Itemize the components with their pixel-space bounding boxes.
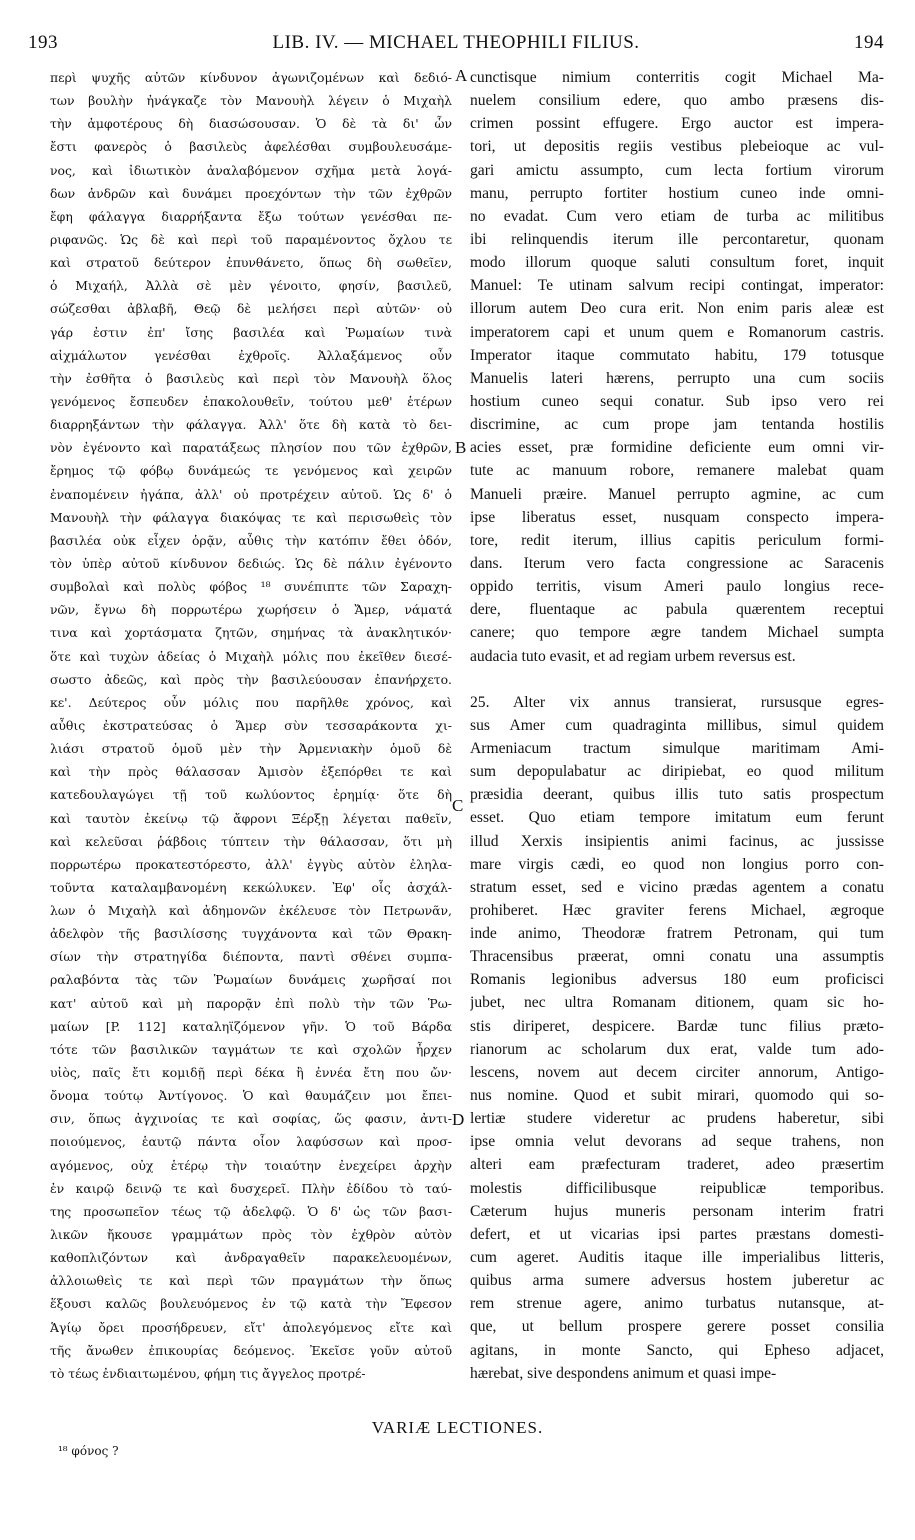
latin-text-line: jubet, nec ultra Romanam ditionem, quam sic ho- — [470, 994, 884, 1012]
greek-text-line: γάρ ἐστιν ἐπ' ἴσης βασιλέα καὶ Ῥωμαίων τινὰ — [50, 324, 452, 340]
latin-text-line: quibus arma sumere adversus hostem juberetur ac — [470, 1272, 884, 1290]
greek-text-line: των βουλὴν ἠνάγκαζε τὸν Μανουὴλ λέγειν ὁ Μιχαὴλ — [50, 93, 452, 109]
latin-text-line: rem strenue agere, animo turbatus nutansque, at- — [470, 1295, 884, 1313]
greek-text-line: κατ' αὐτοῦ καὶ μὴ παρορᾷν ἐπὶ πολὺ τὴν τῶν Ῥω- — [50, 995, 452, 1011]
latin-text-line: prohiberet. Hæc graviter ferens Michael, ægroque — [470, 901, 884, 919]
latin-text-line: dere, fluentaque ac pabula quærentem receptui — [470, 601, 884, 619]
greek-text-line: της προσωπεῖον τέως τῷ ἀδελφῷ. Ὁ δ' ὡς τῶν βασι- — [50, 1203, 452, 1219]
latin-text-line: ibi relinquendis iterum ille percontaretur, quonam — [470, 230, 884, 248]
latin-text-line: agitans, in monte Sancto, qui Epheso adjacet, — [470, 1341, 884, 1359]
latin-text-line: dans. Iterum vero facta congressione ac Saracenis — [470, 554, 884, 572]
greek-text-line: ποιούμενος, ἑαυτῷ πάντα οἷον λαφύσσων καὶ προσ- — [50, 1134, 452, 1150]
greek-text-line: ριφανῶς. Ὡς δὲ καὶ περὶ τοῦ παραμένοντος ὄχλου τε — [50, 231, 452, 247]
greek-text-line: νὸν ἐγένοντο καὶ παρατάξεως πλησίον που τῶν ἐχθρῶν, — [50, 440, 452, 456]
latin-text-line: cum ageret. Auditis itaque ille imperialibus litteris, — [470, 1249, 884, 1267]
latin-text-line: sum depopulabatur ac diripiebat, eo quod militum — [470, 763, 884, 781]
latin-text-line: cunctisque nimium conterritis cogit Michael Ma- — [470, 69, 884, 86]
greek-text-line: ἀλλοιωθεὶς τε καὶ περὶ τῶν πραγμάτων τὴν ὅπως — [50, 1273, 452, 1289]
greek-text-line: Ἁγίῳ ὄρει προσήδρευεν, εἴτ' ἀπολεγόμενος εἴτε καὶ — [50, 1319, 452, 1335]
greek-text-line: καὶ ταυτὸν ἐκείνῳ τῷ ἄφρονι Ξέρξῃ λέγεται παθεῖν, — [50, 810, 452, 826]
greek-text-line: ἀδελφὸν τῆς βασιλίσσης τυγχάνοντα καὶ τῶν Θρακη- — [50, 926, 452, 942]
greek-text-line: ραλαβόντα τὰς τῶν Ῥωμαίων δυνάμεις χωρῆσαί ποι — [50, 972, 452, 988]
latin-text-line: illorum autem Deo cura erit. Non enim paris aleæ est — [470, 300, 884, 318]
greek-text-line: ἔφη φάλαγγα διαρρήξαντα ἔξω τούτων γενέσθαι πε- — [50, 208, 452, 224]
greek-text-line: αἰχμάλωτον γενέσθαι ἐχθροῖς. Ἀλλαξάμενος οὖν — [50, 347, 452, 363]
greek-text-line: τῆς ἄνωθεν ἐπικουρίας δεόμενος. Ἐκεῖσε γοῦν αὐτοῦ — [50, 1342, 452, 1358]
latin-text-line: tori, ut depositis regiis vestibus plebeioque ac vul- — [470, 138, 884, 156]
latin-text-column — [470, 66, 884, 1385]
latin-text-line: ipse liberatus esset, nusquam conspecto impera- — [470, 508, 884, 526]
latin-text-line: defert, et ut vicarias ipsi partes præstans domesti- — [470, 1225, 884, 1243]
greek-text-line: νος, καὶ ἰδιωτικὸν ἀναλαβόμενον σχῆμα μετὰ λογά- — [50, 162, 452, 178]
latin-text-line: lertiæ studere videretur ac prudens haberetur, sibi — [470, 1110, 884, 1128]
greek-text-line: κατεδουλαγώγει τῇ τοῦ κωλύοντος ἐρημίᾳ· ὅτε δὴ — [50, 787, 452, 803]
latin-text-line: sus Amer cum quadraginta millibus, simul quidem — [470, 716, 884, 734]
latin-text-line: acies esset, præ formidine deficiente eum omni vir- — [470, 439, 884, 457]
latin-text-line: ipse omnia velut devorans ad seque trahens, non — [470, 1133, 884, 1151]
greek-text-line: βασιλέα οὐκ εἶχεν ὁρᾷν, αὖθις τὴν κατόπιν ἔθει ὁδόν, — [50, 532, 452, 548]
greek-text-line: υἱὸς, παῖς ἔτι κομιδῇ περὶ δέκα ἢ ἐννέα ἔτη που ὤν· — [50, 1065, 452, 1081]
greek-text-line: καὶ κελεῦσαι ῥάβδοις τύπτειν τὴν θάλασσαν, ὅτι μὴ — [50, 833, 452, 849]
greek-text-line: ὅτε καὶ τυχὼν ἀδείας ὁ Μιχαὴλ μόλις που ἐκεῖθεν διεσέ- — [50, 648, 452, 664]
greek-text-line: αὖθις ἐκστρατεύσας ὁ Ἄμερ σὺν τεσσαράκοντα χι- — [50, 717, 452, 733]
greek-text-line: νῶν, ἔγνω δὴ πορρωτέρω χωρήσειν ὁ Ἄμερ, νάματά — [50, 602, 452, 618]
latin-text-line: esset. Quo etiam tempore imitatum eum ferunt — [470, 809, 884, 827]
greek-text-line: διαρρηξάντων τὴν φάλαγγα. Ἀλλ' ὅτε δὴ κατὰ τὸ δει- — [50, 417, 452, 433]
greek-text-line: ἔστι φανερὸς ὁ βασιλεὺς ἀφελέσθαι συμβουλευσάμε- — [50, 139, 452, 155]
latin-text-line: tore, redit iterum, illius capitis periculum formi- — [470, 531, 884, 549]
latin-text-line: hostium cuneo sequi conatur. Sub ipso vero rei — [470, 392, 884, 410]
greek-text-line: ἐναπομένειν ἠγάπα, ἀλλ' οὐ προτρέχειν αὐτοῦ. Ὡς δ' ὁ — [50, 486, 452, 502]
latin-text-line: que, ut bellum prospere gerere posset consilia — [470, 1318, 884, 1336]
latin-text-line: Romanis legionibus adversus 180 eum proficisci — [470, 971, 884, 989]
greek-text-line: συμβολαὶ καὶ πολὺς φόβος ¹⁸ συνέπιπτε τῶν Σαραχη- — [50, 579, 452, 595]
latin-text-line: inde animo, Theodoræ fratrem Petronam, qui tum — [470, 925, 884, 943]
latin-text-line: tute ac manuum robore, remanere malebat quam — [470, 462, 884, 480]
greek-text-line: τὴν ἀμφοτέρους δὴ διασώσουσαν. Ὁ δὲ τὰ δι' ὧν — [50, 116, 452, 132]
greek-text-line: τὸ τέως ἐνδιαιτωμένου, φήμη τις ἄγγελος προτρέ- — [50, 1365, 366, 1381]
footnote: ¹⁸ φόνος ? — [58, 1444, 119, 1458]
latin-text-line: imperatorem capi et unum quem e Romanorum castris. — [470, 323, 884, 341]
greek-text-line: τὴν ἐσθῆτα ὁ βασιλεὺς καὶ περὶ τὸν Μανουὴλ ὅλος — [50, 370, 452, 386]
page-number-left: 193 — [28, 32, 58, 53]
greek-text-line: λικῶν ἤκουσε γραμμάτων πρὸς τὸν ἐχθρὸν αὐτὸν — [50, 1227, 452, 1243]
greek-text-line: τότε τῶν βασιλικῶν ταγμάτων τε καὶ σχολῶν ἦρχεν — [50, 1041, 452, 1057]
greek-text-line: ὄνομα τούτῳ Ἀντίγονος. Ὁ καὶ θαυμάζειν μοι ἔπει- — [50, 1088, 452, 1104]
latin-text-line — [470, 668, 884, 691]
greek-text-line: ἐν καιρῷ δεινῷ τε καὶ δυσχερεῖ. Πλὴν ἐδίδου τὸ ταύ- — [50, 1180, 452, 1196]
running-title: LIB. IV. — MICHAEL THEOPHILI FILIUS. — [272, 32, 640, 53]
greek-text-line: ἕξουσι καλῶς βουλευόμενος ἐν τῷ κατὰ τὴν Ἔφεσον — [50, 1296, 452, 1312]
latin-text-line: stis diriperet, despicere. Bardæ tunc filius præto- — [470, 1017, 884, 1035]
latin-text-line: crimen possint effugere. Ergo auctor est impera- — [470, 115, 884, 133]
greek-text-line: σίων τὴν στρατηγίδα διέποντα, παντὶ σθένει συμπα- — [50, 949, 452, 965]
greek-text-line: τοῦντα καταλαμβανομένη κεκώλυκεν. Ἐφ' οἷς ἀσχάλ- — [50, 879, 452, 895]
latin-text-line: rianorum ac scholarum dux erat, valde tum ado- — [470, 1040, 884, 1058]
latin-text-line: oppido territis, visum Ameri paulo longius rece- — [470, 578, 884, 596]
latin-text-line: stratum esset, sed e vicino prædas agentem a conatu — [470, 878, 884, 896]
greek-text-line: λιάσι στρατοῦ ὁμοῦ μὲν τὴν Ἀρμενιακὴν ὁμοῦ δὲ — [50, 741, 452, 757]
latin-text-line: lescens, novem aut decem circiter annorum, Antigo- — [470, 1063, 884, 1081]
latin-text-line: illud Xerxis insipientis animi facinus, ac jussisse — [470, 832, 884, 850]
latin-text-line: Manueli præire. Manuel perrupto agmine, ac cum — [470, 485, 884, 503]
margin-marker-b: B — [455, 438, 467, 457]
latin-text-line: Cæterum hujus muneris personam interim fratri — [470, 1202, 884, 1220]
latin-text-line: manu, perrupto fortiter hostium cuneo inde omni- — [470, 184, 884, 202]
greek-text-line: καὶ στρατοῦ δεύτερον ἐπυνθάνετο, ὅπως δὴ σωθεῖεν, — [50, 255, 452, 271]
greek-text-line: μαίων [P. 112] καταληϊζόμενον γῆν. Ὁ τοῦ Βάρδα — [50, 1018, 452, 1034]
latin-text-line: no evadat. Cum vero etiam de turba ac militibus — [470, 207, 884, 225]
latin-text-line: audacia tuto evasit, et ad regiam urbem reversus est. — [470, 647, 796, 665]
greek-text-line: σιν, ὅπως ἀγχινοίας τε καὶ σοφίας, ὥς φασιν, ἀντι- — [50, 1111, 452, 1127]
greek-text-line: καὶ τὴν πρὸς θάλασσαν Ἀμισὸν ἐξεπόρθει τε καὶ — [50, 764, 452, 780]
latin-text-line: Imperator itaque commutato habitu, 179 totusque — [470, 346, 884, 364]
page-header — [28, 32, 884, 58]
greek-text-line: πορρωτέρω προκατεστόρεστο, ἀλλ' ἐγγὺς αὐτὸν ἐληλα- — [50, 856, 452, 872]
greek-text-line: σωστο ἀδεῶς, καὶ πρὸς τὴν βασιλεύουσαν ἐπανήρχετο. — [50, 671, 452, 687]
greek-text-line: κε'. Δεύτερος οὖν μόλις που παρῆλθε χρόνος, καὶ — [50, 694, 452, 710]
page-number-right: 194 — [854, 32, 884, 53]
latin-text-line: Thracensibus præerat, omni conatu una assumptis — [470, 948, 884, 966]
latin-text-line: molestis difficilibusque reipublicæ temporibus. — [470, 1179, 884, 1197]
margin-marker-a: A — [455, 66, 468, 85]
latin-text-line: Armeniacum tractum simulque maritimam Ami- — [470, 739, 884, 757]
latin-text-line: Manuelis lateri hærens, perrupto una cum sociis — [470, 369, 884, 387]
greek-text-column — [50, 66, 452, 1385]
latin-text-line: alteri eam præfecturam traderet, adeo præsertim — [470, 1156, 884, 1174]
greek-text-line: Μανουὴλ τὴν φάλαγγα διακόψας τε καὶ περισωθεὶς τὸν — [50, 509, 452, 525]
latin-text-line: nuelem consilium edere, quo ambo præsens dis- — [470, 92, 884, 110]
variae-lectiones-heading: VARIÆ LECTIONES. — [371, 1418, 544, 1437]
greek-text-line: περὶ ψυχῆς αὐτῶν κίνδυνον ἀγωνιζομένων καὶ δεδιό- — [50, 70, 452, 85]
latin-text-line: hærebat, sive despondens animum et quasi impe- — [470, 1364, 777, 1382]
greek-text-line: καθοπλιζόντων καὶ ἀνδραγαθεῖν παρακελευομένων, — [50, 1250, 452, 1266]
latin-text-line: mare virgis cædi, eo quod non longius porro con- — [470, 855, 884, 873]
greek-text-line: γενόμενος ἔσπευδεν ἐπακολουθεῖν, τούτου μεθ' ἑτέρων — [50, 393, 452, 409]
latin-text-line: gari amictu assumpto, cum lecta fortium virorum — [470, 161, 884, 179]
latin-text-line: præsidia deerant, quibus illis tuto satis prospectum — [470, 786, 884, 804]
greek-text-line: σώζεσθαι ἀβλαβῆ, Θεῷ δὲ μελήσει περὶ αὐτῶν· οὐ — [50, 301, 452, 317]
greek-text-line: ἔρημος τῷ φόβῳ δυνάμεώς τε γενόμενος καὶ χειρῶν — [50, 463, 452, 479]
latin-text-line: canere; quo tempore ægre tandem Michael sumpta — [470, 624, 884, 642]
latin-text-line: Manuel: Te utinam salvum recipi contingat, imperator: — [470, 277, 884, 295]
latin-text-line: nus nomine. Quod et subit mirari, quomodo qui so- — [470, 1087, 884, 1105]
greek-text-line: αγόμενος, οὐχ ἑτέρῳ τὴν τοιαύτην ἐνεχείρει ἀρχὴν — [50, 1157, 452, 1173]
latin-text-line: discrimine, ac cum prope jam tentanda hostilis — [470, 416, 884, 434]
greek-text-line: τινα καὶ χορτάσματα ζητῶν, σημήνας τὰ ἀνακλητικόν· — [50, 625, 452, 641]
greek-text-line: δων ἀνδρῶν καὶ δυνάμει προεχόντων τὴν τῶν ἐχθρῶν — [50, 185, 452, 201]
margin-marker-c: C — [452, 796, 464, 815]
greek-text-line: ὁ Μιχαήλ, Ἀλλὰ σὲ μὲν γένοιτο, φησίν, βασιλεῦ, — [50, 278, 452, 294]
latin-text-line: modo illorum quoque saluti consultum foret, inquit — [470, 254, 884, 272]
margin-marker-d: D — [452, 1110, 465, 1129]
greek-text-line: τὸν ὑπὲρ αὐτοῦ κίνδυνον δεδιώς. Ὡς δὲ πάλιν ἐγένοντο — [50, 555, 452, 571]
latin-text-line: 25. Alter vix annus transierat, rursusque egres- — [470, 693, 884, 711]
greek-text-line: λων ὁ Μιχαὴλ καὶ ἀδημονῶν ἐκέλευσε τὸν Πετρωνᾶν, — [50, 903, 452, 919]
